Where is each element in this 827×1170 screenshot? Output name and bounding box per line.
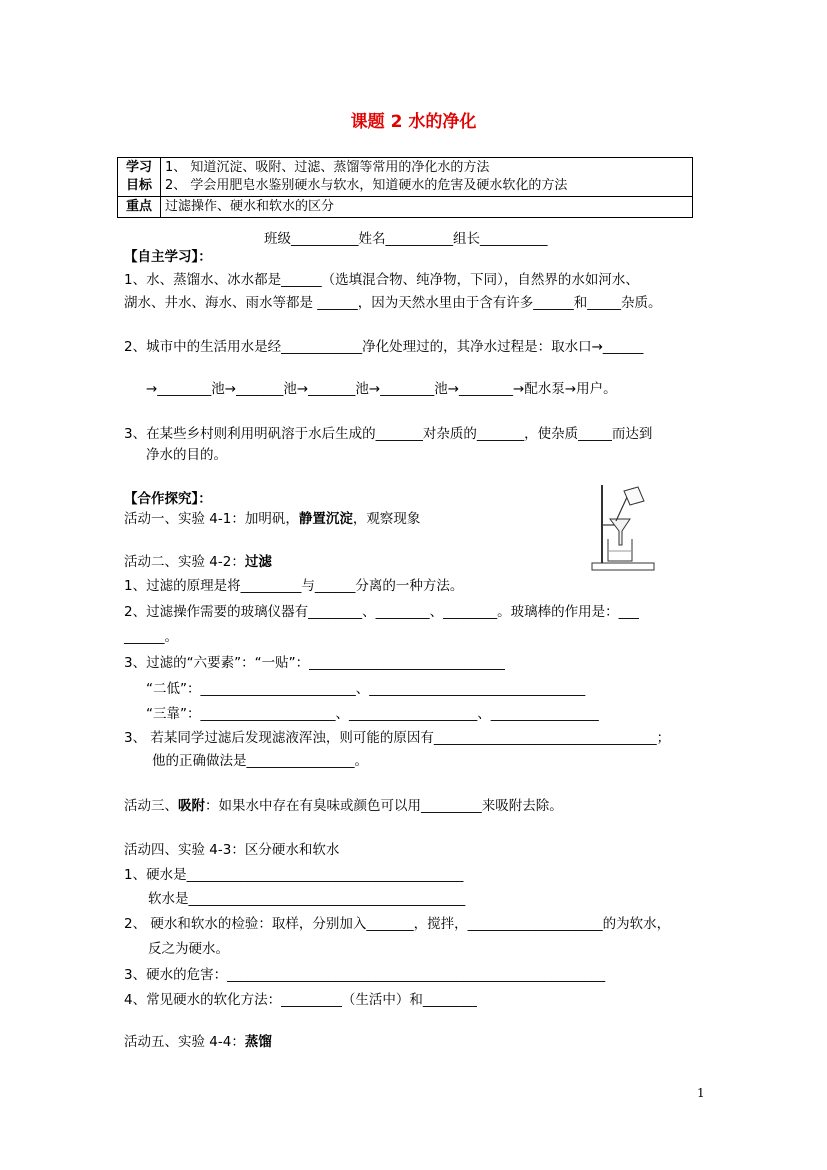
activity-3-suffix: ：如果水中存在有臭味或颜色可以用_________来吸附去除。 xyxy=(205,798,563,814)
activity-3-prefix: 活动三、 xyxy=(124,798,178,814)
goals-table xyxy=(117,157,693,218)
activity-2-bold: 过滤 xyxy=(244,554,272,570)
question-2-line-1: 2、城市中的生活用水是经____________净化处理过的，其净水过程是：取水口→______ xyxy=(124,339,644,355)
filtration-apparatus-illustration xyxy=(588,481,660,573)
question-3-line-2: 净水的目的。 xyxy=(146,447,227,463)
activity-5-bold: 蒸馏 xyxy=(244,1034,272,1050)
hard-water-question-3: 3、硬水的危害：________________________________________________________ xyxy=(124,967,606,983)
keypoint-header: 重点 xyxy=(118,197,161,218)
activity-3 xyxy=(124,797,563,815)
question-1-line-1: 1、水、蒸馏水、冰水都是______（选填混合物、纯净物，下同），自然界的水如河水、 xyxy=(124,272,639,288)
question-2-line-2: →________池→_______池→_______池→________池→________→配水泵→用户。 xyxy=(146,381,617,397)
table-row xyxy=(118,197,693,218)
hard-water-question-1-line-2: 软水是_________________________________________ xyxy=(148,891,466,907)
filter-question-1: 1、过滤的原理是将_________与______分离的一种方法。 xyxy=(124,578,464,594)
activity-5-prefix: 活动五、实验 4-4： xyxy=(124,1034,245,1050)
activity-2-prefix: 活动二、实验 4-2： xyxy=(124,554,245,570)
activity-2 xyxy=(124,553,272,571)
activity-1-suffix: ，观察现象 xyxy=(352,511,421,527)
filter-question-3-line-3: “三靠”：____________________、___________________、________________ xyxy=(146,706,599,722)
activity-3-bold: 吸附 xyxy=(178,798,205,814)
page-title: 课题 2 水的净化 xyxy=(350,112,477,132)
self-study-heading: 【自主学习】： xyxy=(124,249,212,265)
page-number: 1 xyxy=(697,1086,705,1100)
activity-4: 活动四、实验 4-3：区分硬水和软水 xyxy=(124,842,340,858)
hard-water-question-2-line-2: 反之为硬水。 xyxy=(148,941,229,957)
table-row xyxy=(118,158,693,197)
hard-water-question-2-line-1: 2、 硬水和软水的检验：取样，分别加入_______，搅拌，____________________的为软水， xyxy=(124,916,671,932)
filter-question-3-line-2: “二低”：_______________________、________________________________ xyxy=(146,681,586,697)
activity-1-bold: 静置沉淀 xyxy=(298,511,353,527)
activity-1 xyxy=(124,510,420,528)
hard-water-question-1-line-1: 1、硬水是_________________________________________ xyxy=(124,867,464,883)
activity-5 xyxy=(124,1033,272,1051)
filter-question-2-line-1: 2、过滤操作需要的玻璃仪器有________、________、________。玻璃棒的作用是：___ xyxy=(124,604,639,620)
keypoint-cell: 过滤操作、硬水和软水的区分 xyxy=(161,197,693,218)
goal-line-1: 1、 知道沉淀、吸附、过滤、蒸馏等常用的净化水的方法 xyxy=(165,160,490,175)
class-info-line: 班级__________姓名__________组长__________ xyxy=(264,231,548,247)
goal-line-2: 2、 学会用肥皂水鉴别硬水与软水，知道硬水的危害及硬水软化的方法 xyxy=(165,178,568,193)
hard-water-question-4: 4、常见硬水的软化方法：_________（生活中）和________ xyxy=(124,992,477,1008)
filter-question-3-line-1: 3、过滤的“六要素”：“一贴”：_____________________________ xyxy=(124,655,505,671)
goals-header: 学习 目标 xyxy=(118,158,161,197)
question-3-line-1: 3、在某些乡村则利用明矾溶于水后生成的_______对杂质的_______，使杂质_____而达到 xyxy=(124,426,653,442)
goals-cell xyxy=(161,158,693,197)
activity-1-prefix: 活动一、实验 4-1：加明矾， xyxy=(124,511,299,527)
filter-question-4-line-2: 他的正确做法是________________。 xyxy=(152,753,368,769)
question-1-line-2: 湖水、井水、海水、雨水等都是 ______，因为天然水里由于含有许多______和_____杂质。 xyxy=(124,295,662,311)
filter-question-2-line-2: ______。 xyxy=(124,629,178,645)
filter-question-4-line-1: 3、 若某同学过滤后发现滤液浑浊，则可能的原因有_________________________________； xyxy=(124,730,671,746)
cooperation-heading: 【合作探究】： xyxy=(124,491,212,507)
